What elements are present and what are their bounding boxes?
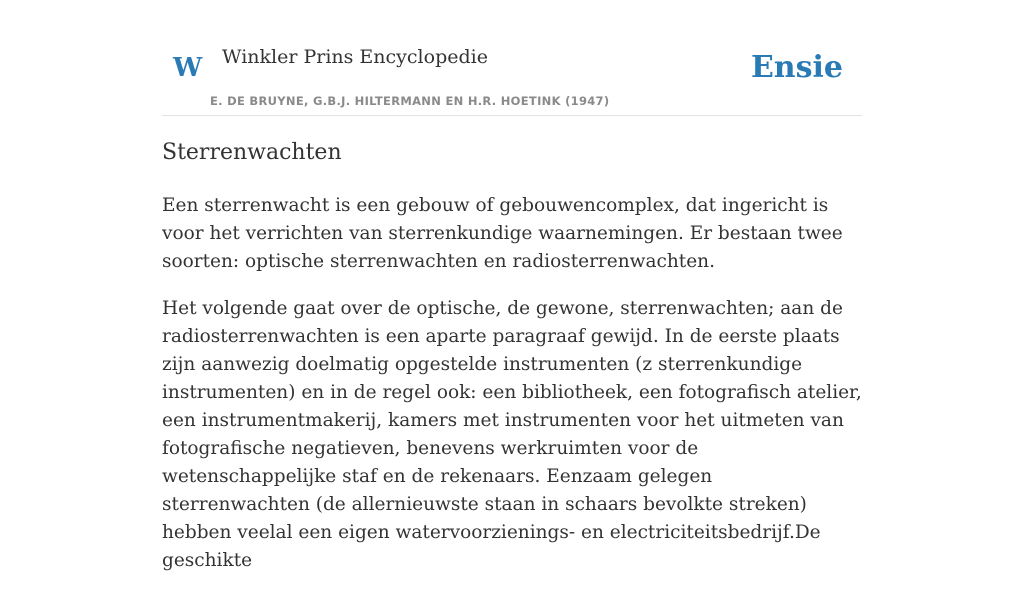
article-paragraph: Een sterrenwacht is een gebouw of gebouwencomplex, dat ingericht is voor het verrichten van sterrenkundige waarnemingen. Er bestaan twee soorten: optische sterrenwachten en radiosterrenwachten. (162, 195, 843, 272)
article-paragraph: Het volgende gaat over de optische, de gewone, sterrenwachten; aan de radiosterrenwachten is een aparte paragraaf gewijd. In de eerste plaats zijn aanwezig doelmatig opgestelde instrumenten (z sterrenkundige instrumenten) en in de regel ook: een bibliotheek, een fotografisch atelier, een instrumentmakerij, kamers met instrumenten voor het uitmeten van fotografische negatieven, benevens werkruimten voor de wetenschappelijke staf en de rekenaars. Eenzaam gelegen sterrenwachten (de allernieuwste staan in schaars bevolkte streken) hebben veelal een eigen watervoorzienings- en electriciteitsbedrijf.De geschikte (162, 298, 862, 571)
page-header (162, 40, 862, 116)
winkler-prins-logo[interactable]: W (173, 53, 203, 83)
article-title: Sterrenwachten (162, 140, 342, 165)
book-title[interactable]: Winkler Prins Encyclopedie (222, 46, 488, 68)
book-authors: E. DE BRUYNE, G.B.J. HILTERMANN EN H.R. HOETINK (1947) (210, 94, 610, 108)
article-body (162, 192, 862, 594)
ensie-logo[interactable]: Ensie (750, 50, 843, 85)
